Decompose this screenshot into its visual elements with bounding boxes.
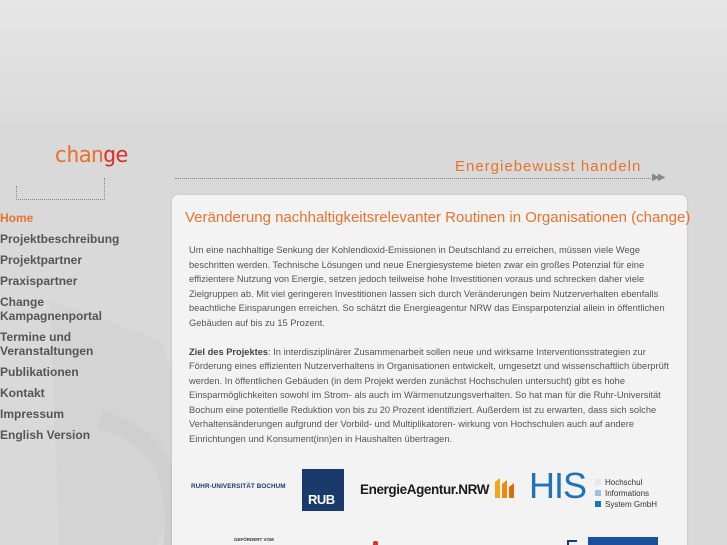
rub-logo-label: RUB xyxy=(308,492,335,507)
header-band xyxy=(0,0,727,130)
energieagentur-logo[interactable]: EnergieAgentur.NRW xyxy=(360,482,490,497)
nav-item-publikationen[interactable]: Publikationen xyxy=(0,365,79,379)
goal-label: Ziel des Projektes xyxy=(189,346,269,357)
slogan: Energiebewusst handeln xyxy=(455,158,642,175)
nav-item-termine[interactable]: Termine und Veranstaltungen xyxy=(0,330,94,358)
logo-accent-text: ge xyxy=(102,143,128,168)
blue-logo-bar xyxy=(588,537,658,545)
nav-item-praxispartner[interactable]: Praxispartner xyxy=(0,274,78,288)
change-logo[interactable] xyxy=(54,143,127,168)
red-logo-mark xyxy=(373,541,378,545)
sidebar-nav xyxy=(0,208,160,446)
double-arrow-icon: ▶▶ xyxy=(652,172,664,183)
nav-item-projektbeschreibung[interactable]: Projektbeschreibung xyxy=(0,232,120,246)
rub-logo[interactable] xyxy=(302,469,344,511)
goal-text: : In interdisziplinärer Zusammenarbeit sollen neue und wirksame Interventionsstrategien zur Förderung eines effizienten Nutzerverhaltens in Organisationen entwickelt, umgesetzt und wissenschaftlich überprüft werden. In öffentlichen Gebäuden (in dem Projekt werden zunächst Hochschulen untersucht) gibt es hohe Einsparmöglichkeiten sowohl im Strom- als auch im Wärmenutzungsverhalten. So hat man für die Ruhr-Universität Bochum eine potentielle Reduktion von bis zu 20 Prozent identifiziert. Außerdem ist zu erwarten, dass sich solche Verhaltensänderungen aufgrund der Vorbild- und Multiplikatoren- wirkung von Hochschulen auch auf andere Einrichtungen und Konsument(inn)en in Haushalten übertragen. xyxy=(189,346,669,444)
his-line-3: System GmbH xyxy=(605,500,658,509)
his-logo[interactable]: HIS xyxy=(529,465,587,506)
energieagentur-bars-icon xyxy=(493,478,519,498)
funding-logos xyxy=(172,533,687,545)
content-panel xyxy=(172,195,691,545)
paragraph-goal xyxy=(189,345,671,447)
nav-item-projektpartner[interactable]: Projektpartner xyxy=(0,253,83,267)
nav-item-impressum[interactable]: Impressum xyxy=(0,407,65,421)
nav-item-kontakt[interactable]: Kontakt xyxy=(0,386,45,400)
nav-item-kampagnenportal[interactable]: Change Kampagnenportal xyxy=(0,295,103,323)
his-line-2: Informations xyxy=(605,489,650,498)
nav-item-english-version[interactable]: English Version xyxy=(0,428,91,442)
logo-main-text: chan xyxy=(54,143,103,168)
partner-logos xyxy=(189,467,671,517)
logo-dotted-line xyxy=(16,178,105,200)
blue-logo-mark xyxy=(567,540,577,545)
page-title: Veränderung nachhaltigkeitsrelevanter Routinen in Organisationen (change) xyxy=(185,209,691,226)
slogan-dotted-line xyxy=(175,178,655,179)
his-logo-subtitle xyxy=(595,477,657,510)
rub-logo-text[interactable]: RUHR-UNIVERSITÄT BOCHUM xyxy=(191,483,286,490)
nav-item-home[interactable]: Home xyxy=(0,211,34,225)
his-line-1: Hochschul xyxy=(605,478,643,487)
funding-label: GEFÖRDERT VOM xyxy=(234,537,274,542)
paragraph-intro: Um eine nachhaltige Senkung der Kohlendioxid-Emissionen in Deutschland zu erreichen, müssen viele Wege beschritten werden. Technische Lösungen und neue Energiesysteme bieten zwar ein großes Potenzial für eine effizientere Nutzung von Energie, setzen jedoch teilweise hohe Investitionen voraus und schrecken daher viele Zielgruppen ab. Mit viel geringeren Investitionen lassen sich durch Veränderungen beim Nutzerverhalten ebenfalls beachtliche Einsparungen erreichen. So schätzt die Energieagentur NRW das Einsparpotenzial allein in öffentlichen Gebäuden auf bis zu 15 Prozent. xyxy=(189,245,665,328)
intro-text xyxy=(189,243,671,461)
